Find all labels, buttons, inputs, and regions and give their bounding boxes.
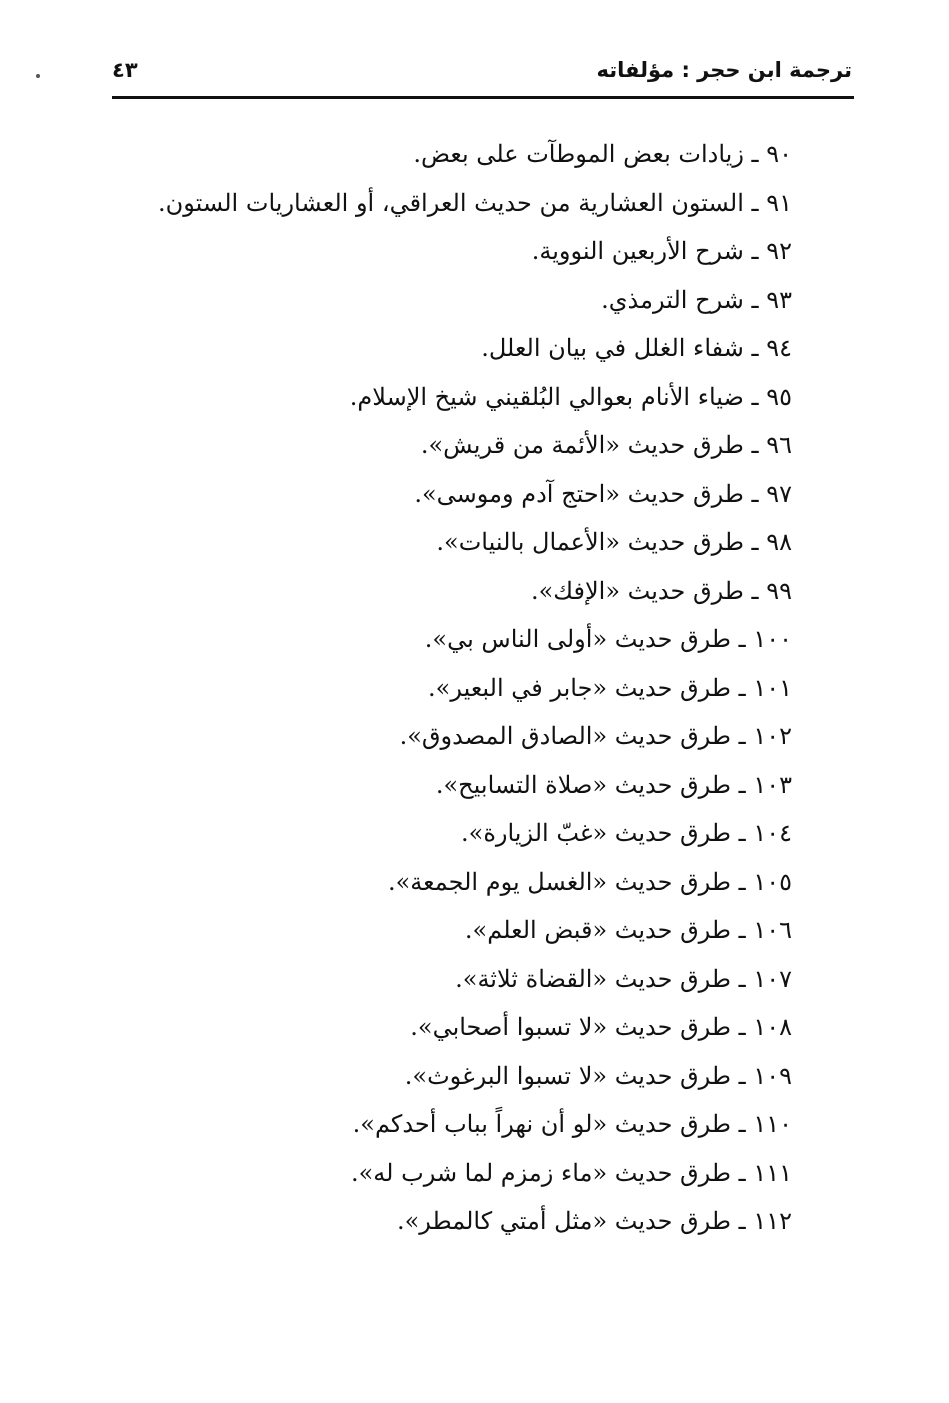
item-number: ١٠٤ xyxy=(753,819,792,847)
list-item xyxy=(112,712,792,761)
works-list xyxy=(112,130,792,1246)
item-text: ـ شرح الترمذي. xyxy=(601,285,759,314)
item-number: ١١٢ xyxy=(753,1207,792,1235)
item-number: ٩٣ xyxy=(766,285,792,314)
list-item xyxy=(112,227,792,276)
item-text: ـ شرح الأربعين النووية. xyxy=(531,237,759,265)
item-text: ـ طرق حديث «مثل أمتي كالمطر». xyxy=(396,1207,746,1235)
item-number: ٩٥ xyxy=(766,382,792,411)
running-header-title: ترجمة ابن حجر : مؤلفاته xyxy=(596,58,852,82)
item-text: ـ طرق حديث «الإفك». xyxy=(530,576,759,605)
item-text: ـ الستون العشارية من حديث العراقي، أو العشاريات الستون. xyxy=(157,188,759,217)
item-number: ١٠٨ xyxy=(753,1013,792,1041)
item-text: ـ طرق حديث «القضاة ثلاثة». xyxy=(455,964,746,993)
item-number: ٩٤ xyxy=(766,334,792,362)
print-speck xyxy=(36,74,40,78)
item-text: ـ شفاء الغلل في بيان العلل. xyxy=(481,334,759,362)
list-item xyxy=(112,761,792,810)
item-text: ـ طرق حديث «الأعمال بالنيات». xyxy=(436,528,759,556)
item-number: ٩٦ xyxy=(766,431,792,459)
list-item xyxy=(112,179,792,228)
item-number: ٩٩ xyxy=(766,576,792,605)
list-item xyxy=(112,276,792,325)
list-item xyxy=(112,1149,792,1198)
list-item xyxy=(112,373,792,422)
item-number: ١٠٠ xyxy=(753,625,792,653)
item-text: ـ طرق حديث «احتج آدم وموسى». xyxy=(414,479,759,508)
item-text: ـ طرق حديث «أولى الناس بي». xyxy=(424,625,746,653)
item-number: ١١٠ xyxy=(753,1110,792,1138)
item-number: ١٠٦ xyxy=(753,916,792,944)
item-text: ـ طرق حديث «الغسل يوم الجمعة». xyxy=(387,867,746,896)
item-text: ـ طرق حديث «ماء زمزم لما شرب له». xyxy=(350,1158,746,1187)
item-number: ١٠١ xyxy=(753,673,792,702)
list-item xyxy=(112,809,792,858)
list-item xyxy=(112,324,792,373)
list-item xyxy=(112,858,792,907)
header-rule xyxy=(112,96,854,99)
item-number: ٩٠ xyxy=(766,140,792,168)
item-number: ١٠٥ xyxy=(753,867,792,896)
item-number: ١٠٣ xyxy=(753,770,792,799)
item-text: ـ طرق حديث «الصادق المصدوق». xyxy=(399,722,746,750)
list-item xyxy=(112,1197,792,1246)
item-text: ـ طرق حديث «لا تسبوا البرغوث». xyxy=(404,1061,746,1090)
item-number: ١٠٧ xyxy=(753,964,792,993)
item-text: ـ طرق حديث «الأئمة من قريش». xyxy=(420,431,759,459)
item-number: ١١١ xyxy=(753,1158,792,1187)
item-text: ـ طرق حديث «جابر في البعير». xyxy=(428,673,746,702)
item-text: ـ زيادات بعض الموطآت على بعض. xyxy=(413,140,759,168)
item-text: ـ طرق حديث «لو أن نهراً بباب أحدكم». xyxy=(352,1110,746,1138)
item-number: ٩٨ xyxy=(766,528,792,556)
list-item xyxy=(112,906,792,955)
item-text: ـ طرق حديث «غبّ الزيارة». xyxy=(461,819,746,847)
item-number: ٩٧ xyxy=(766,479,792,508)
list-item xyxy=(112,567,792,616)
item-number: ٩١ xyxy=(766,188,792,217)
list-item xyxy=(112,1003,792,1052)
item-number: ٩٢ xyxy=(766,237,792,265)
list-item xyxy=(112,1100,792,1149)
list-item xyxy=(112,470,792,519)
item-text: ـ طرق حديث «لا تسبوا أصحابي». xyxy=(410,1013,746,1041)
list-item xyxy=(112,1052,792,1101)
item-text: ـ طرق حديث «قبض العلم». xyxy=(464,916,746,944)
running-header xyxy=(112,54,852,94)
item-text: ـ طرق حديث «صلاة التسابيح». xyxy=(435,770,746,799)
list-item xyxy=(112,130,792,179)
list-item xyxy=(112,518,792,567)
item-number: ١٠٢ xyxy=(753,722,792,750)
list-item xyxy=(112,421,792,470)
list-item xyxy=(112,664,792,713)
page-number: ٤٣ xyxy=(112,58,138,82)
list-item xyxy=(112,955,792,1004)
item-text: ـ ضياء الأنام بعوالي البُلقيني شيخ الإسلام. xyxy=(349,382,759,411)
list-item xyxy=(112,615,792,664)
item-number: ١٠٩ xyxy=(753,1061,792,1090)
